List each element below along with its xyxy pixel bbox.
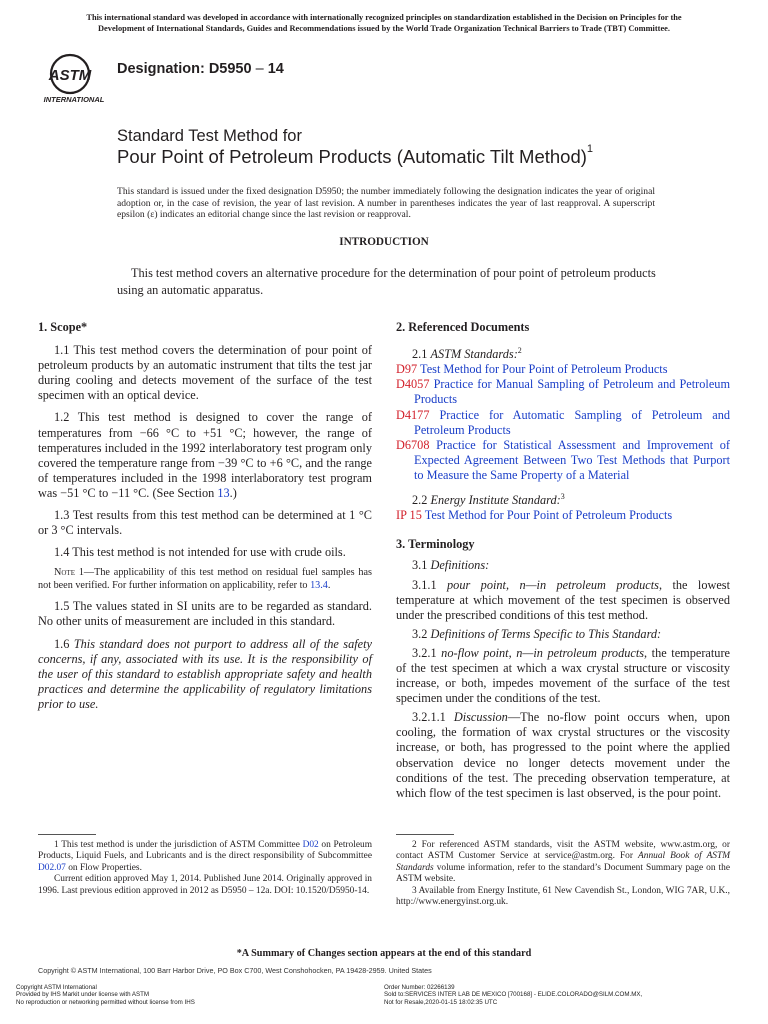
note-label: Note xyxy=(54,567,75,579)
banner-line-2: Development of International Standards, Guides and Recommendations issued by the World Trade Organization Technical Barriers to Trade (TBT) Committee. xyxy=(98,24,670,33)
term-3-2-1-1 xyxy=(396,710,730,801)
right-column xyxy=(396,320,730,801)
title-line-2 xyxy=(117,143,594,168)
fn1-text-b: on Petroleum Products, Liquid Fuels, and Lubricants and is the direct responsibility of Subcommittee xyxy=(38,840,372,862)
ei-standard-sup: 3 xyxy=(560,492,565,502)
term-3-2-1-1-label: Discussion xyxy=(453,710,508,725)
term-3-1-1 xyxy=(396,578,730,623)
astm-standards-sup: 2 xyxy=(517,346,522,356)
license-right-line: Sold to:SERVICES INTER LAB DE MEXICO [700168] - ELIDE.COLORADO@SILM.COM.MX, xyxy=(384,991,643,999)
title-line-1: Standard Test Method for xyxy=(117,127,302,145)
term-3-2-1 xyxy=(396,646,730,706)
fn2-text-a: 2 For referenced ASTM standards, visit the ASTM website, www.astm.org, or contact ASTM Customer Service at service@astm.org. For xyxy=(396,840,730,862)
term-3-1-num: 3.1 xyxy=(412,558,431,573)
footnote-rule-left xyxy=(38,834,96,835)
term-3-2-1-1-text: —The no-flow point occurs when, upon cooling, the formation of wax crystal structures or the viscosity increase, or both, has progressed to the point where the applied observation device no longer detects movement under the conditions of the test. The preceding observation temperature, at which flow of the test specimen is last observed, is the pour point. xyxy=(396,710,730,800)
title-footnote-ref: 1 xyxy=(586,143,594,155)
term-3-1-1-num: 3.1.1 xyxy=(412,577,448,592)
summary-of-changes-note: *A Summary of Changes section appears at the end of this standard xyxy=(236,948,532,959)
footnote-rule-right xyxy=(396,834,454,835)
term-3-2-1-def: , the temperature of the test specimen at which a wax crystal structure or viscosity increase, or both, impedes movement of the surface of the test specimen under the conditions of the test. xyxy=(396,645,730,706)
left-column xyxy=(38,320,372,712)
designation-year: 14 xyxy=(267,61,284,77)
license-left-line: Copyright ASTM International xyxy=(16,984,97,991)
title-main: Pour Point of Petroleum Products (Automatic Tilt Method) xyxy=(117,146,587,167)
designation xyxy=(117,61,284,77)
section-13-link[interactable]: 13 xyxy=(217,485,230,500)
term-3-2 xyxy=(396,627,730,642)
astm-standards-num: 2.1 xyxy=(412,347,431,362)
ref-item-d97[interactable] xyxy=(396,362,730,377)
astm-logo-graphic xyxy=(40,52,110,108)
fn2-italic: Annual Book of ASTM Standards xyxy=(396,851,731,873)
footnotes-left xyxy=(38,840,372,897)
fn1-text-a: 1 This test method is under the jurisdiction of ASTM Committee xyxy=(54,840,303,850)
scope-1-6-num: 1.6 xyxy=(54,636,74,651)
scope-1-3: 1.3 Test results from this test method can be determined at 1 °C or 3 °C intervals. xyxy=(38,508,372,538)
introduction-heading: INTRODUCTION xyxy=(339,236,429,248)
term-3-2-1-term: no-flow point, n—in petroleum products xyxy=(441,645,645,660)
term-3-2-1-num: 3.2.1 xyxy=(412,645,442,660)
ei-standard-label: Energy Institute Standard: xyxy=(430,493,561,508)
license-left xyxy=(16,984,195,1006)
footnote-3: 3 Available from Energy Institute, 61 New Cavendish St., London, WIG 7AR, U.K., http://www.energyinst.org.uk. xyxy=(396,885,730,908)
logo-subtext: INTERNATIONAL xyxy=(43,95,105,104)
term-3-1-1-term: pour point, n—in petroleum products xyxy=(447,577,659,592)
ref-title[interactable]: Practice for Automatic Sampling of Petroleum and Petroleum Products xyxy=(414,407,730,437)
license-right-line: Not for Resale,2020-01-15 18:02:35 UTC xyxy=(384,998,498,1006)
ref-code[interactable]: D4057 xyxy=(396,377,430,392)
references-heading: 2. Referenced Documents xyxy=(396,320,530,334)
term-3-1-1-def: , the lowest temperature at which movement of the test specimen is observed under the prescribed conditions of this test method. xyxy=(396,577,731,622)
note-end: . xyxy=(327,579,331,591)
ref-title[interactable]: Practice for Manual Sampling of Petroleum and Petroleum Products xyxy=(414,377,731,407)
ref-code[interactable]: D6708 xyxy=(396,437,430,452)
term-3-1 xyxy=(396,558,730,573)
scope-1-2 xyxy=(38,410,372,501)
ref-title[interactable]: Test Method for Pour Point of Petroleum Products xyxy=(420,362,668,377)
ref-title[interactable]: Practice for Statistical Assessment and Improvement of Expected Agreement Between Two Test Methods that Purport to Measure the Same Property of a Material xyxy=(414,437,730,482)
astm-standards-label: ASTM Standards: xyxy=(430,347,518,362)
license-right xyxy=(384,984,642,1006)
scope-1-2-text: 1.2 This test method is designed to cover the range of temperatures from −66 °C to +51 °C; however, the range of temperatures included in the 1992 interlaboratory test program only covered the temperature range from −39 °C to +6 °C, and the range of temperatures included in the 1998 interlaboratory test program was −51 °C to −11 °C. (See Section xyxy=(38,410,372,500)
ref-code[interactable]: D97 xyxy=(396,362,418,377)
footnote-2 xyxy=(396,840,730,886)
issuance-statement: This standard is issued under the fixed designation D5950; the number immediately following the designation indicates the year of original adoption or, in the case of revision, the year of last revision. A number in parentheses indicates the year of last reapproval. A superscript epsilon (ε) indicates an editorial change since the last revision or reapproval. xyxy=(117,186,655,221)
term-3-2-1-1-num: 3.2.1.1 xyxy=(412,710,454,725)
fn1-text-c: on Flow Properties. xyxy=(65,862,142,873)
term-3-2-num: 3.2 xyxy=(412,626,431,641)
license-left-line: No reproduction or networking permitted without license from IHS xyxy=(16,998,195,1006)
ref-item-ip15[interactable] xyxy=(396,508,730,523)
copyright-line: Copyright © ASTM International, 100 Barr Harbor Drive, PO Box C700, West Conshohocken, PA 19428-2959. United States xyxy=(38,966,432,975)
scope-1-6 xyxy=(38,637,372,712)
note-text: 1—The applicability of this test method on residual fuel samples has not been verified. For further information on applicability, refer to xyxy=(38,567,372,591)
scope-1-6-text: This standard does not purport to address all of the safety concerns, if any, associated with its use. It is the responsibility of the user of this standard to establish appropriate safety and health practices and determine the applicability of regulatory limitations prior to use. xyxy=(38,636,372,711)
fn2-text-b: volume information, refer to the standard’s Document Summary page on the ASTM website. xyxy=(396,862,730,885)
ref-item-d6708[interactable] xyxy=(396,438,730,483)
footnote-1-edition: Current edition approved May 1, 2014. Published June 2014. Originally approved in 1996. Last previous edition approved in 2012 as D5950 – 12a. DOI: 10.1520/D5950-14. xyxy=(38,874,372,896)
footnote-1 xyxy=(38,840,372,874)
introduction-text: This test method covers an alternative procedure for the determination of pour point of petroleum products using an automatic apparatus. xyxy=(117,266,656,297)
committee-d02-link[interactable]: D02 xyxy=(302,840,319,850)
astm-logo xyxy=(40,52,110,108)
designation-sep: – xyxy=(251,61,268,77)
scope-1-1: 1.1 This test method covers the determination of pour point of petroleum products by an automatic instrument that tilts the test jar during cooling and detects movement of the surface of the test specimen with an optical device. xyxy=(38,343,372,403)
license-left-line: Provided by IHS Markit under license with ASTM xyxy=(16,991,150,999)
ei-standard-heading xyxy=(396,489,730,508)
logo-text: ASTM xyxy=(48,67,92,84)
ei-standard-num: 2.2 xyxy=(412,493,431,508)
tbt-banner xyxy=(38,12,730,34)
scope-1-4: 1.4 This test method is not intended for use with crude oils. xyxy=(54,545,346,560)
astm-standards-heading xyxy=(396,343,730,362)
banner-line-1: This international standard was developed in accordance with internationally recognized principles on standardization established in the Decision on Principles for the xyxy=(86,13,682,22)
subcommittee-d02-07-link[interactable]: D02.07 xyxy=(38,862,66,873)
ref-item-d4057[interactable] xyxy=(396,377,730,407)
scope-heading: 1. Scope* xyxy=(38,320,88,334)
footnotes-right xyxy=(396,840,730,908)
term-3-1-label: Definitions: xyxy=(430,558,490,573)
scope-1-2-end: .) xyxy=(229,485,237,500)
section-13-4-link[interactable]: 13.4 xyxy=(310,579,328,591)
ref-title[interactable]: Test Method for Pour Point of Petroleum Products xyxy=(424,508,673,523)
scope-1-5: 1.5 The values stated in SI units are to be regarded as standard. No other units of measurement are included in this standard. xyxy=(38,599,372,629)
ref-code[interactable]: D4177 xyxy=(396,407,430,422)
license-right-line: Order Number: 02266139 xyxy=(384,984,455,991)
term-3-2-label: Definitions of Terms Specific to This Standard: xyxy=(430,626,662,641)
designation-label: Designation: D5950 xyxy=(117,61,252,77)
terminology-heading: 3. Terminology xyxy=(396,537,475,552)
note-1 xyxy=(38,567,372,592)
ref-item-d4177[interactable] xyxy=(396,408,730,438)
ref-code[interactable]: IP 15 xyxy=(396,508,422,523)
